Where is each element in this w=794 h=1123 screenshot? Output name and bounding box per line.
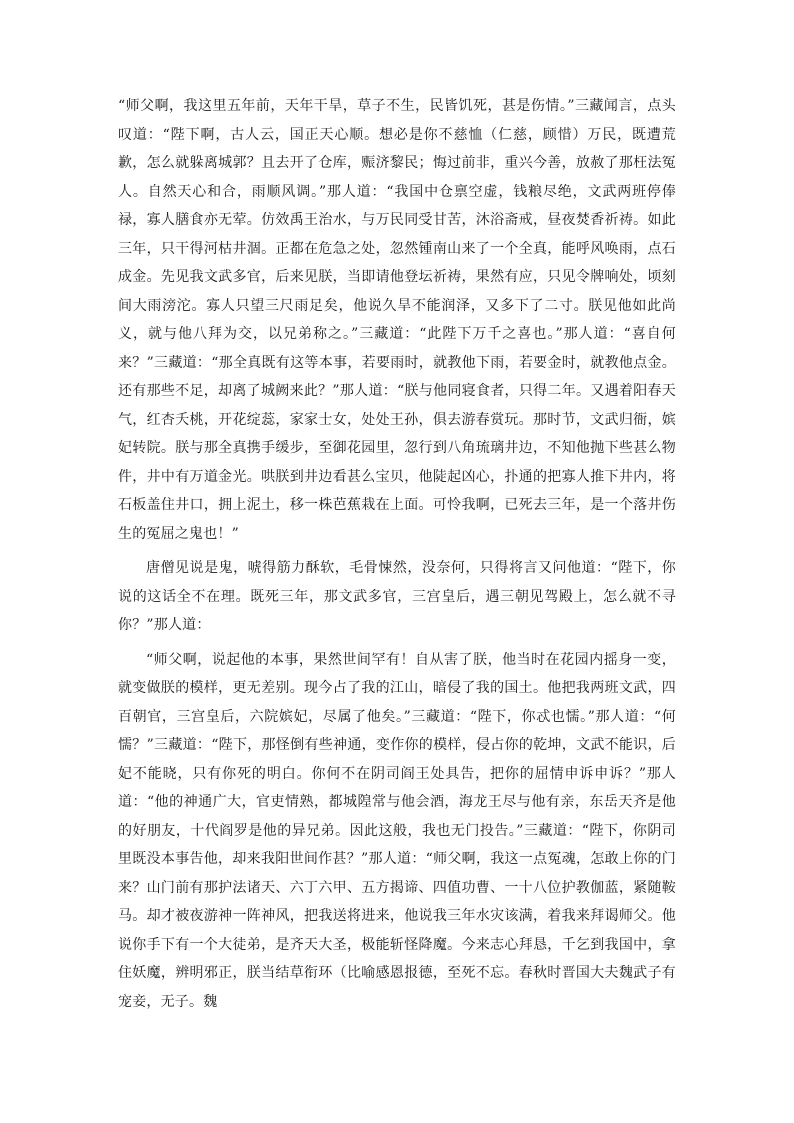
paragraph-2: 唐僧见说是鬼，唬得筋力酥软，毛骨悚然，没奈何，只得将言又问他道：“陛下，你说的这话全不在理。既死三年，那文武多官，三宫皇后，遇三朝见驾殿上，怎么就不寻你？”那人道：	[118, 560, 676, 633]
paragraph-3: “师父啊，说起他的本事，果然世间罕有！自从害了朕，他当时在花园内摇身一变，就变做朕的模样，更无差别。现今占了我的江山，暗侵了我的国土。他把我两班文武，四百朝官，三宫皇后，六院嫔妃，尽属了他矣。”三藏道：“陛下，你忒也懦。”那人道：“何懦？”三藏道：“陛下，那怪倒有些神通，变作你的模样，侵占你的乾坤，文武不能识，后妃不能晓，只有你死的明白。你何不在阴司阎王处具告，把你的屈情申诉申诉？”那人道：“他的神通广大，官吏情熟，都城隍常与他会酒，海龙王尽与他有亲，东岳天齐是他的好朋友，十代阎罗是他的异兄弟。因此这般，我也无门投告。”三藏道：“陛下，你阴司里既没本事告他，却来我阳世间作甚？”那人道：“师父啊，我这一点冤魂，怎敢上你的门来？山门前有那护法诸天、六丁六甲、五方揭谛、四值功曹、一十八位护教伽蓝，紧随鞍马。却才被夜游神一阵神风，把我送将进来，他说我三年水灾该满，着我来拜谒师父。他说你手下有一个大徒弟，是齐天大圣，极能斩怪降魔。今来志心拜恳，千乞到我国中，拿住妖魔，辨明邪正，朕当结草衔环（比喻感恩报德，至死不忘。春秋时晋国大夫魏武子有宠妾，无子。魏	[118, 651, 676, 1010]
document-page	[118, 92, 676, 1016]
paragraph-1: “师父啊，我这里五年前，天年干旱，草子不生，民皆饥死，甚是伤情。”三藏闻言，点头叹道：“陛下啊，古人云，国正天心顺。想必是你不慈恤（仁慈，顾惜）万民，既遭荒歉，怎么就躲离城郭？且去开了仓库，赈济黎民；悔过前非，重兴今善，放赦了那枉法冤人。自然天心和合，雨顺风调。”那人道：“我国中仓禀空虚，钱粮尽绝，文武两班停俸禄，寡人膳食亦无荤。仿效禹王治水，与万民同受甘苦，沐浴斋戒，昼夜焚香祈祷。如此三年，只干得河枯井涸。正都在危急之处，忽然锺南山来了一个全真，能呼风唤雨，点石成金。先见我文武多官，后来见朕，当即请他登坛祈祷，果然有应，只见令牌响处，顷刻间大雨滂沱。寡人只望三尺雨足矣，他说久旱不能润泽，又多下了二寸。朕见他如此尚义，就与他八拜为交，以兄弟称之。”三藏道：“此陛下万千之喜也。”那人道：“喜自何来？”三藏道：“那全真既有这等本事，若要雨时，就教他下雨，若要金时，就教他点金。还有那些不足，却离了城阙来此？”那人道：“朕与他同寝食者，只得二年。又遇着阳春天气，红杏夭桃，开花绽蕊，家家士女，处处王孙，俱去游春赏玩。那时节，文武归衙，嫔妃转院。朕与那全真携手缓步，至御花园里，忽行到八角琉璃井边，不知他抛下些甚么物件，井中有万道金光。哄朕到井边看甚么宝贝，他陡起凶心，扑通的把寡人推下井内，将石板盖住井口，拥上泥土，移一株芭蕉栽在上面。可怜我啊，已死去三年，是一个落井伤生的冤屈之鬼也！”	[118, 98, 676, 542]
